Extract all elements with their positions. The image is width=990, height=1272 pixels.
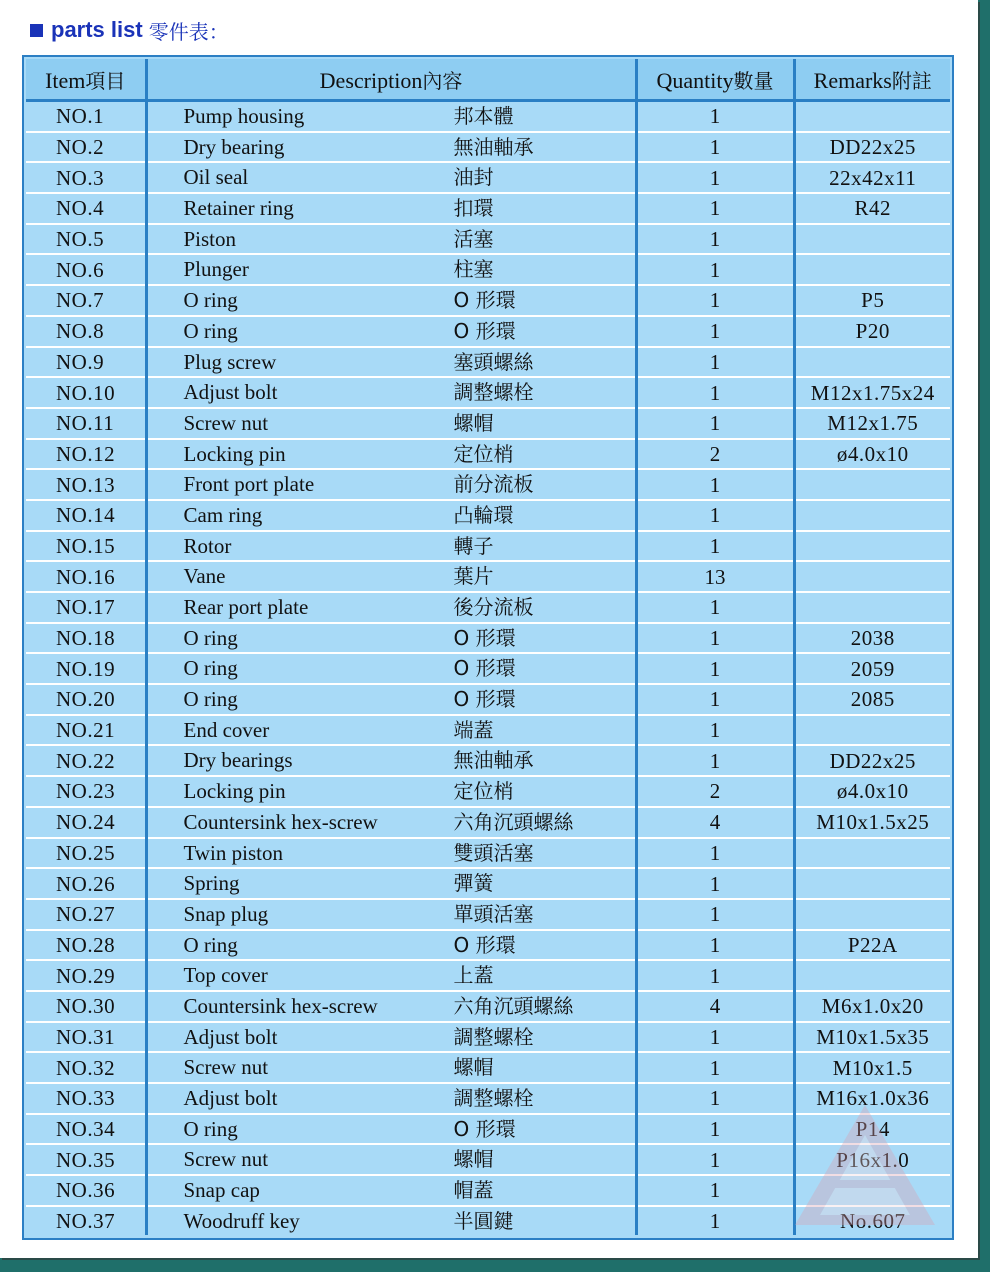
description-cell [146, 469, 636, 500]
table-row [26, 899, 950, 930]
quantity-cell: 1 [636, 500, 794, 531]
part-name-en: O ring [183, 288, 238, 313]
item-number-cell: NO.32 [26, 1052, 146, 1083]
quantity-cell: 13 [636, 561, 794, 592]
item-number-cell: NO.10 [26, 377, 146, 408]
column-header-quantity-zh: 數量 [733, 68, 774, 93]
remarks-cell [794, 838, 950, 869]
description-cell [146, 653, 636, 684]
column-header-remarks [794, 59, 950, 101]
quantity-cell: 1 [636, 377, 794, 408]
quantity-cell: 2 [636, 776, 794, 807]
quantity-cell: 2 [636, 439, 794, 470]
part-name-zh: O 形環 [453, 288, 516, 313]
quantity-cell: 1 [636, 469, 794, 500]
table-row [26, 500, 950, 531]
description-cell [146, 991, 636, 1022]
part-name-zh: O 形環 [453, 1116, 516, 1141]
description-cell [146, 531, 636, 562]
description-cell [146, 745, 636, 776]
description-cell [146, 899, 636, 930]
item-number-cell: NO.22 [26, 745, 146, 776]
part-name-en: Locking pin [183, 779, 286, 804]
remarks-cell [794, 469, 950, 500]
item-number-cell: NO.27 [26, 899, 146, 930]
remarks-cell: P22A [794, 930, 950, 961]
part-name-zh: O 形環 [453, 625, 516, 650]
item-number-cell: NO.17 [26, 592, 146, 623]
table-header-row [26, 59, 950, 101]
heading-title-zh: 零件表： [148, 19, 229, 44]
column-header-remarks-zh: 附註 [891, 68, 932, 93]
quantity-cell: 1 [636, 224, 794, 255]
quantity-cell: 1 [636, 960, 794, 991]
part-name-zh: 六角沉頭螺絲 [453, 993, 574, 1018]
table-row [26, 684, 950, 715]
description-cell [146, 592, 636, 623]
table-row [26, 776, 950, 807]
quantity-cell: 1 [636, 868, 794, 899]
column-header-item [26, 59, 146, 101]
item-number-cell: NO.9 [26, 347, 146, 378]
item-number-cell: NO.28 [26, 930, 146, 961]
item-number-cell: NO.21 [26, 715, 146, 746]
item-number-cell: NO.34 [26, 1114, 146, 1145]
quantity-cell: 1 [636, 132, 794, 163]
remarks-cell [794, 254, 950, 285]
item-number-cell: NO.13 [26, 469, 146, 500]
remarks-cell [794, 347, 950, 378]
description-cell [146, 1052, 636, 1083]
item-number-cell: NO.31 [26, 1022, 146, 1053]
quantity-cell: 1 [636, 1114, 794, 1145]
part-name-zh: 調整螺栓 [453, 1024, 534, 1049]
table-row [26, 224, 950, 255]
description-cell [146, 193, 636, 224]
part-name-en: Rotor [183, 533, 232, 558]
quantity-cell: 1 [636, 1175, 794, 1206]
part-name-en: Screw nut [183, 1147, 269, 1172]
description-cell [146, 561, 636, 592]
item-number-cell: NO.23 [26, 776, 146, 807]
quantity-cell: 1 [636, 347, 794, 378]
part-name-zh: 活塞 [453, 226, 494, 251]
part-name-en: Piston [183, 226, 237, 251]
table-row [26, 715, 950, 746]
remarks-cell [794, 592, 950, 623]
part-name-zh: O 形環 [453, 318, 516, 343]
item-number-cell: NO.15 [26, 531, 146, 562]
description-cell [146, 684, 636, 715]
item-number-cell: NO.24 [26, 807, 146, 838]
table-row [26, 960, 950, 991]
description-cell [146, 1175, 636, 1206]
part-name-en: Pump housing [183, 104, 305, 128]
item-number-cell: NO.8 [26, 316, 146, 347]
part-name-zh: 邦本體 [453, 104, 514, 128]
remarks-cell [794, 224, 950, 255]
parts-list-heading [30, 14, 229, 46]
table-row [26, 930, 950, 961]
remarks-cell [794, 868, 950, 899]
table-row [26, 592, 950, 623]
table-row [26, 807, 950, 838]
quantity-cell: 1 [636, 1022, 794, 1053]
part-name-en: Plunger [183, 257, 249, 282]
part-name-zh: 定位梢 [453, 441, 514, 466]
description-cell [146, 500, 636, 531]
part-name-zh: 調整螺栓 [453, 1086, 534, 1110]
part-name-en: Oil seal [183, 165, 249, 190]
remarks-cell: ø4.0x10 [794, 439, 950, 470]
description-cell [146, 960, 636, 991]
part-name-en: Top cover [183, 963, 268, 988]
description-cell [146, 254, 636, 285]
item-number-cell: NO.33 [26, 1083, 146, 1114]
part-name-en: Screw nut [183, 1055, 269, 1080]
table-row [26, 132, 950, 163]
part-name-en: Cam ring [183, 502, 263, 527]
part-name-zh: 柱塞 [453, 257, 494, 282]
description-cell [146, 132, 636, 163]
item-number-cell: NO.29 [26, 960, 146, 991]
quantity-cell: 1 [636, 745, 794, 776]
quantity-cell: 1 [636, 1206, 794, 1236]
quantity-cell: 1 [636, 653, 794, 684]
quantity-cell: 1 [636, 254, 794, 285]
remarks-cell [794, 531, 950, 562]
item-number-cell: NO.2 [26, 132, 146, 163]
item-number-cell: NO.20 [26, 684, 146, 715]
part-name-zh: 後分流板 [453, 595, 534, 619]
item-number-cell: NO.25 [26, 838, 146, 869]
part-name-en: Adjust bolt [183, 1086, 278, 1110]
item-number-cell: NO.11 [26, 408, 146, 439]
part-name-en: Adjust bolt [183, 1024, 278, 1049]
quantity-cell: 1 [636, 592, 794, 623]
remarks-cell: P5 [794, 285, 950, 316]
description-cell [146, 439, 636, 470]
part-name-en: Spring [183, 871, 240, 896]
item-number-cell: NO.12 [26, 439, 146, 470]
table-row [26, 1206, 950, 1236]
part-name-en: Snap cap [183, 1178, 260, 1203]
description-cell [146, 1022, 636, 1053]
column-header-quantity-en: Quantity [656, 67, 734, 93]
description-cell [146, 930, 636, 961]
column-header-quantity [636, 59, 794, 101]
description-cell [146, 1206, 636, 1236]
remarks-cell: DD22x25 [794, 745, 950, 776]
table-row [26, 254, 950, 285]
part-name-zh: 前分流板 [453, 472, 534, 497]
part-name-en: Screw nut [183, 410, 269, 435]
quantity-cell: 1 [636, 1144, 794, 1175]
description-cell [146, 224, 636, 255]
part-name-zh: 葉片 [453, 564, 494, 589]
remarks-cell: 2059 [794, 653, 950, 684]
table-row [26, 1114, 950, 1145]
part-name-en: Snap plug [183, 901, 269, 926]
quantity-cell: 1 [636, 1052, 794, 1083]
part-name-zh: O 形環 [453, 656, 516, 681]
part-name-en: End cover [183, 717, 270, 742]
remarks-cell: P14 [794, 1114, 950, 1145]
part-name-en: Twin piston [183, 840, 283, 865]
quantity-cell: 4 [636, 991, 794, 1022]
description-cell [146, 162, 636, 193]
remarks-cell: M10x1.5x35 [794, 1022, 950, 1053]
part-name-en: O ring [183, 318, 238, 343]
table-row [26, 1175, 950, 1206]
item-number-cell: NO.4 [26, 193, 146, 224]
remarks-cell: M10x1.5x25 [794, 807, 950, 838]
item-number-cell: NO.36 [26, 1175, 146, 1206]
item-number-cell: NO.19 [26, 653, 146, 684]
description-cell [146, 347, 636, 378]
part-name-en: Rear port plate [183, 595, 309, 619]
quantity-cell: 4 [636, 807, 794, 838]
part-name-en: Countersink hex-screw [183, 809, 378, 834]
table-row [26, 838, 950, 869]
remarks-cell [794, 715, 950, 746]
table-row [26, 1083, 950, 1114]
quantity-cell: 1 [636, 684, 794, 715]
item-number-cell: NO.14 [26, 500, 146, 531]
description-cell [146, 623, 636, 654]
part-name-zh: 轉子 [453, 533, 494, 558]
part-name-en: O ring [183, 1116, 238, 1141]
part-name-en: Woodruff key [183, 1208, 300, 1233]
quantity-cell: 1 [636, 623, 794, 654]
remarks-cell: P20 [794, 316, 950, 347]
table-row [26, 439, 950, 470]
description-cell [146, 776, 636, 807]
item-number-cell: NO.7 [26, 285, 146, 316]
part-name-zh: 半圓鍵 [453, 1208, 514, 1233]
part-name-en: Dry bearings [183, 748, 293, 773]
quantity-cell: 1 [636, 531, 794, 562]
description-cell [146, 377, 636, 408]
part-name-en: O ring [183, 625, 238, 650]
part-name-zh: O 形環 [453, 932, 516, 957]
part-name-en: Locking pin [183, 441, 286, 466]
quantity-cell: 1 [636, 1083, 794, 1114]
remarks-cell: M10x1.5 [794, 1052, 950, 1083]
part-name-zh: 彈簧 [453, 871, 494, 896]
item-number-cell: NO.1 [26, 101, 146, 132]
quantity-cell: 1 [636, 899, 794, 930]
table-row [26, 469, 950, 500]
table-row [26, 1052, 950, 1083]
part-name-en: O ring [183, 687, 238, 712]
column-header-remarks-en: Remarks [813, 67, 892, 93]
description-cell [146, 838, 636, 869]
parts-table-body [26, 101, 950, 1236]
quantity-cell: 1 [636, 930, 794, 961]
description-cell [146, 1114, 636, 1145]
part-name-zh: 螺帽 [453, 410, 494, 435]
description-cell [146, 408, 636, 439]
part-name-zh: 雙頭活塞 [453, 840, 534, 865]
parts-table [26, 59, 950, 1235]
part-name-zh: 無油軸承 [453, 748, 534, 773]
column-header-description [146, 59, 636, 101]
description-cell [146, 1083, 636, 1114]
item-number-cell: NO.26 [26, 868, 146, 899]
quantity-cell: 1 [636, 193, 794, 224]
table-row [26, 623, 950, 654]
remarks-cell: M12x1.75 [794, 408, 950, 439]
table-row [26, 285, 950, 316]
item-number-cell: NO.5 [26, 224, 146, 255]
description-cell [146, 868, 636, 899]
remarks-cell: 22x42x11 [794, 162, 950, 193]
part-name-zh: 凸輪環 [453, 502, 514, 527]
quantity-cell: 1 [636, 101, 794, 132]
part-name-zh: 端蓋 [453, 717, 494, 742]
remarks-cell [794, 1175, 950, 1206]
table-row [26, 1144, 950, 1175]
item-number-cell: NO.6 [26, 254, 146, 285]
part-name-zh: 帽蓋 [453, 1178, 494, 1203]
part-name-zh: 無油軸承 [453, 134, 534, 159]
bullet-square-icon [30, 24, 43, 37]
remarks-cell [794, 561, 950, 592]
table-row [26, 653, 950, 684]
part-name-en: Dry bearing [183, 134, 285, 159]
part-name-zh: 螺帽 [453, 1147, 494, 1172]
part-name-en: O ring [183, 932, 238, 957]
remarks-cell: 2038 [794, 623, 950, 654]
remarks-cell: P16x1.0 [794, 1144, 950, 1175]
remarks-cell [794, 500, 950, 531]
part-name-zh: 定位梢 [453, 779, 514, 804]
quantity-cell: 1 [636, 316, 794, 347]
table-row [26, 745, 950, 776]
table-row [26, 561, 950, 592]
remarks-cell: M12x1.75x24 [794, 377, 950, 408]
remarks-cell [794, 899, 950, 930]
table-row [26, 868, 950, 899]
remarks-cell: M6x1.0x20 [794, 991, 950, 1022]
item-number-cell: NO.30 [26, 991, 146, 1022]
quantity-cell: 1 [636, 285, 794, 316]
remarks-cell [794, 101, 950, 132]
quantity-cell: 1 [636, 162, 794, 193]
quantity-cell: 1 [636, 838, 794, 869]
part-name-zh: 扣環 [453, 196, 494, 221]
item-number-cell: NO.35 [26, 1144, 146, 1175]
item-number-cell: NO.18 [26, 623, 146, 654]
item-number-cell: NO.37 [26, 1206, 146, 1236]
part-name-en: O ring [183, 656, 238, 681]
part-name-en: Plug screw [183, 349, 277, 374]
part-name-zh: 油封 [453, 165, 494, 190]
table-row [26, 347, 950, 378]
remarks-cell: M16x1.0x36 [794, 1083, 950, 1114]
heading-title-en: parts list [51, 17, 143, 42]
part-name-zh: 塞頭螺絲 [453, 349, 534, 374]
table-row [26, 1022, 950, 1053]
quantity-cell: 1 [636, 408, 794, 439]
table-row [26, 408, 950, 439]
table-row [26, 162, 950, 193]
table-row [26, 531, 950, 562]
part-name-zh: 螺帽 [453, 1055, 494, 1080]
part-name-en: Retainer ring [183, 196, 294, 221]
part-name-en: Vane [183, 564, 226, 589]
description-cell [146, 101, 636, 132]
part-name-zh: 上蓋 [453, 963, 494, 988]
item-number-cell: NO.3 [26, 162, 146, 193]
column-header-description-en: Description [319, 67, 423, 93]
table-row [26, 193, 950, 224]
column-header-description-zh: 內容 [422, 68, 463, 93]
table-row [26, 316, 950, 347]
parts-table-frame [22, 55, 954, 1240]
description-cell [146, 1144, 636, 1175]
part-name-en: Front port plate [183, 472, 315, 497]
quantity-cell: 1 [636, 715, 794, 746]
table-row [26, 991, 950, 1022]
part-name-zh: 六角沉頭螺絲 [453, 809, 574, 834]
part-name-zh: O 形環 [453, 687, 516, 712]
remarks-cell: DD22x25 [794, 132, 950, 163]
description-cell [146, 316, 636, 347]
remarks-cell: 2085 [794, 684, 950, 715]
remarks-cell: No.607 [840, 1209, 906, 1234]
item-number-cell: NO.16 [26, 561, 146, 592]
remarks-cell [794, 960, 950, 991]
description-cell [146, 285, 636, 316]
part-name-zh: 調整螺栓 [453, 380, 534, 405]
remarks-cell: ø4.0x10 [794, 776, 950, 807]
column-header-item-zh: 項目 [85, 68, 126, 93]
column-header-item-en: Item [45, 67, 86, 93]
part-name-en: Adjust bolt [183, 380, 278, 405]
part-name-en: Countersink hex-screw [183, 993, 378, 1018]
description-cell [146, 807, 636, 838]
remarks-cell: R42 [794, 193, 950, 224]
table-row [26, 377, 950, 408]
part-name-zh: 單頭活塞 [453, 901, 534, 926]
description-cell [146, 715, 636, 746]
table-row [26, 101, 950, 132]
